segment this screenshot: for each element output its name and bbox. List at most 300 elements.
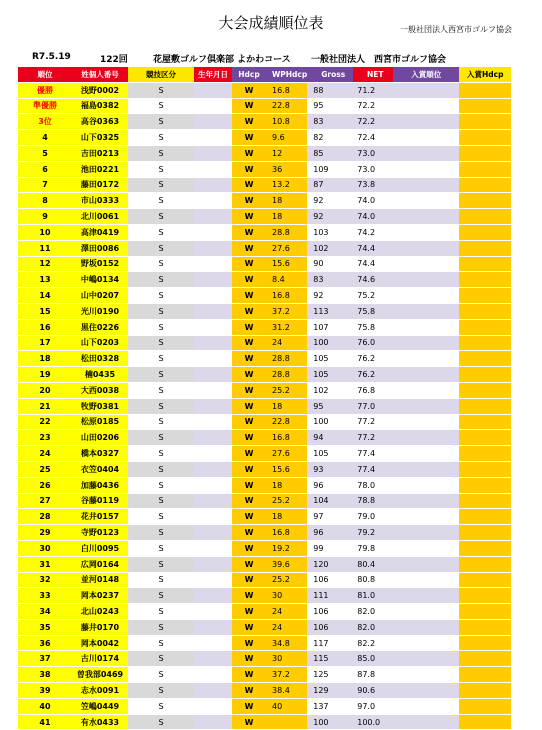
net-cell: 73.0 xyxy=(353,161,393,177)
birth-cell xyxy=(194,303,232,319)
prize-rank-cell xyxy=(393,572,459,588)
prize-hdcp-cell xyxy=(459,588,511,604)
prize-rank-cell xyxy=(393,130,459,146)
prize-hdcp-cell xyxy=(459,240,511,256)
rank-cell: 23 xyxy=(18,430,72,446)
table-row xyxy=(18,588,511,604)
net-cell: 77.2 xyxy=(353,430,393,446)
birth-cell xyxy=(194,145,232,161)
division-cell: S xyxy=(128,509,194,525)
prize-hdcp-cell xyxy=(459,303,511,319)
player-name-cell: 池田0221 xyxy=(72,161,128,177)
gross-cell: 83 xyxy=(307,114,353,130)
rank-cell: 36 xyxy=(18,635,72,651)
birth-cell xyxy=(194,430,232,446)
birth-cell xyxy=(194,667,232,683)
player-name-cell: 高津0419 xyxy=(72,224,128,240)
prize-rank-cell xyxy=(393,335,459,351)
division-cell: S xyxy=(128,398,194,414)
hdcp-cell: W xyxy=(232,193,266,209)
prize-rank-cell xyxy=(393,303,459,319)
gross-cell: 87 xyxy=(307,177,353,193)
wphdcp-cell: 28.8 xyxy=(266,224,307,240)
birth-cell xyxy=(194,240,232,256)
table-row xyxy=(18,430,511,446)
player-name-cell: 笠嶋0449 xyxy=(72,698,128,714)
birth-cell xyxy=(194,288,232,304)
division-cell: S xyxy=(128,98,194,114)
net-cell: 85.0 xyxy=(353,651,393,667)
gross-cell: 107 xyxy=(307,319,353,335)
hdcp-cell: W xyxy=(232,335,266,351)
prize-hdcp-cell xyxy=(459,509,511,525)
prize-rank-cell xyxy=(393,98,459,114)
table-row xyxy=(18,335,511,351)
prize-rank-cell xyxy=(393,556,459,572)
player-name-cell: 寺野0123 xyxy=(72,525,128,541)
prize-rank-cell xyxy=(393,398,459,414)
wphdcp-cell: 25.2 xyxy=(266,382,307,398)
net-cell: 75.8 xyxy=(353,303,393,319)
hdcp-cell: W xyxy=(232,319,266,335)
net-cell: 76.8 xyxy=(353,382,393,398)
net-cell: 72.2 xyxy=(353,98,393,114)
prize-hdcp-cell xyxy=(459,114,511,130)
prize-hdcp-cell xyxy=(459,651,511,667)
prize-rank-cell xyxy=(393,604,459,620)
net-cell: 80.8 xyxy=(353,572,393,588)
birth-cell xyxy=(194,193,232,209)
prize-rank-cell xyxy=(393,683,459,699)
birth-cell xyxy=(194,525,232,541)
wphdcp-cell: 40 xyxy=(266,698,307,714)
prize-hdcp-cell xyxy=(459,193,511,209)
net-cell: 79.0 xyxy=(353,509,393,525)
prize-hdcp-cell xyxy=(459,414,511,430)
player-name-cell: 藤田0172 xyxy=(72,177,128,193)
prize-rank-cell xyxy=(393,351,459,367)
column-header-wphdcp: WPHdcp xyxy=(266,67,307,82)
birth-cell xyxy=(194,398,232,414)
rank-cell: 13 xyxy=(18,272,72,288)
net-cell: 74.2 xyxy=(353,224,393,240)
prize-hdcp-cell xyxy=(459,145,511,161)
prize-hdcp-cell xyxy=(459,335,511,351)
table-row xyxy=(18,145,511,161)
division-cell: S xyxy=(128,430,194,446)
prize-rank-cell xyxy=(393,509,459,525)
prize-rank-cell xyxy=(393,477,459,493)
wphdcp-cell: 28.8 xyxy=(266,351,307,367)
division-cell: S xyxy=(128,130,194,146)
player-name-cell: 北川0061 xyxy=(72,209,128,225)
player-name-cell: 山下0325 xyxy=(72,130,128,146)
gross-cell: 106 xyxy=(307,619,353,635)
birth-cell xyxy=(194,651,232,667)
rank-cell: 28 xyxy=(18,509,72,525)
wphdcp-cell xyxy=(266,714,307,730)
rank-cell: 7 xyxy=(18,177,72,193)
prize-hdcp-cell xyxy=(459,351,511,367)
table-row xyxy=(18,303,511,319)
prize-rank-cell xyxy=(393,635,459,651)
net-cell: 82.0 xyxy=(353,619,393,635)
prize-rank-cell xyxy=(393,114,459,130)
prize-hdcp-cell xyxy=(459,698,511,714)
division-cell: S xyxy=(128,714,194,730)
hdcp-cell: W xyxy=(232,604,266,620)
organization-name: 一般社団法人西宮市ゴルフ協会 xyxy=(400,25,512,34)
rank-cell: 30 xyxy=(18,540,72,556)
division-cell: S xyxy=(128,619,194,635)
player-name-cell: 白川0095 xyxy=(72,540,128,556)
rank-cell: 11 xyxy=(18,240,72,256)
table-row xyxy=(18,224,511,240)
gross-cell: 85 xyxy=(307,145,353,161)
prize-rank-cell xyxy=(393,382,459,398)
column-header-division: 競技区分 xyxy=(128,67,194,82)
net-cell: 100.0 xyxy=(353,714,393,730)
table-row xyxy=(18,288,511,304)
prize-rank-cell xyxy=(393,493,459,509)
player-name-cell: 野坂0152 xyxy=(72,256,128,272)
gross-cell: 99 xyxy=(307,540,353,556)
player-name-cell: 吉田0213 xyxy=(72,145,128,161)
rank-cell: 8 xyxy=(18,193,72,209)
net-cell: 79.8 xyxy=(353,540,393,556)
birth-cell xyxy=(194,714,232,730)
wphdcp-cell: 39.6 xyxy=(266,556,307,572)
birth-cell xyxy=(194,683,232,699)
prize-hdcp-cell xyxy=(459,714,511,730)
gross-cell: 100 xyxy=(307,335,353,351)
net-cell: 81.0 xyxy=(353,588,393,604)
division-cell: S xyxy=(128,683,194,699)
prize-rank-cell xyxy=(393,619,459,635)
hdcp-cell: W xyxy=(232,477,266,493)
division-cell: S xyxy=(128,209,194,225)
net-cell: 72.4 xyxy=(353,130,393,146)
division-cell: S xyxy=(128,651,194,667)
prize-rank-cell xyxy=(393,224,459,240)
prize-rank-cell xyxy=(393,461,459,477)
hdcp-cell: W xyxy=(232,145,266,161)
wphdcp-cell: 22.8 xyxy=(266,414,307,430)
wphdcp-cell: 30 xyxy=(266,588,307,604)
hdcp-cell: W xyxy=(232,367,266,383)
rank-cell: 20 xyxy=(18,382,72,398)
table-row xyxy=(18,193,511,209)
division-cell: S xyxy=(128,698,194,714)
prize-rank-cell xyxy=(393,161,459,177)
player-name-cell: 花井0157 xyxy=(72,509,128,525)
wphdcp-cell: 37.2 xyxy=(266,667,307,683)
gross-cell: 137 xyxy=(307,698,353,714)
gross-cell: 96 xyxy=(307,477,353,493)
rank-cell: 21 xyxy=(18,398,72,414)
hdcp-cell: W xyxy=(232,509,266,525)
table-row xyxy=(18,493,511,509)
gross-cell: 93 xyxy=(307,461,353,477)
division-cell: S xyxy=(128,193,194,209)
prize-hdcp-cell xyxy=(459,130,511,146)
net-cell: 72.2 xyxy=(353,114,393,130)
event-round: 122回 xyxy=(100,55,128,65)
prize-rank-cell xyxy=(393,288,459,304)
hdcp-cell: W xyxy=(232,714,266,730)
prize-hdcp-cell xyxy=(459,635,511,651)
hdcp-cell: W xyxy=(232,398,266,414)
prize-hdcp-cell xyxy=(459,288,511,304)
column-header-birth: 生年月日 xyxy=(194,67,232,82)
rank-cell: 12 xyxy=(18,256,72,272)
table-row xyxy=(18,209,511,225)
prize-rank-cell xyxy=(393,193,459,209)
column-header-hdcp: Hdcp xyxy=(232,67,266,82)
birth-cell xyxy=(194,319,232,335)
table-row xyxy=(18,556,511,572)
hdcp-cell: W xyxy=(232,461,266,477)
net-cell: 79.2 xyxy=(353,525,393,541)
prize-hdcp-cell xyxy=(459,224,511,240)
prize-rank-cell xyxy=(393,240,459,256)
table-row xyxy=(18,351,511,367)
gross-cell: 92 xyxy=(307,193,353,209)
division-cell: S xyxy=(128,161,194,177)
division-cell: S xyxy=(128,635,194,651)
table-row xyxy=(18,509,511,525)
hdcp-cell: W xyxy=(232,303,266,319)
player-name-cell: 大西0038 xyxy=(72,382,128,398)
player-name-cell: 牧野0381 xyxy=(72,398,128,414)
wphdcp-cell: 30 xyxy=(266,651,307,667)
division-cell: S xyxy=(128,461,194,477)
prize-rank-cell xyxy=(393,319,459,335)
table-row xyxy=(18,461,511,477)
prize-rank-cell xyxy=(393,588,459,604)
prize-rank-cell xyxy=(393,177,459,193)
birth-cell xyxy=(194,698,232,714)
division-cell: S xyxy=(128,288,194,304)
player-name-cell: 広岡0164 xyxy=(72,556,128,572)
table-row xyxy=(18,272,511,288)
net-cell: 71.2 xyxy=(353,82,393,98)
birth-cell xyxy=(194,635,232,651)
prize-hdcp-cell xyxy=(459,256,511,272)
gross-cell: 83 xyxy=(307,272,353,288)
prize-rank-cell xyxy=(393,414,459,430)
rank-cell: 37 xyxy=(18,651,72,667)
hdcp-cell: W xyxy=(232,414,266,430)
gross-cell: 100 xyxy=(307,414,353,430)
prize-hdcp-cell xyxy=(459,477,511,493)
rank-cell: 34 xyxy=(18,604,72,620)
player-name-cell: 山中0207 xyxy=(72,288,128,304)
gross-cell: 111 xyxy=(307,588,353,604)
host-name: 一般社団法人 西宮市ゴルフ協会 xyxy=(311,55,447,65)
hdcp-cell: W xyxy=(232,272,266,288)
division-cell: S xyxy=(128,224,194,240)
division-cell: S xyxy=(128,256,194,272)
prize-hdcp-cell xyxy=(459,619,511,635)
player-name-cell: 楠0435 xyxy=(72,367,128,383)
table-row xyxy=(18,446,511,462)
rank-cell: 35 xyxy=(18,619,72,635)
birth-cell xyxy=(194,130,232,146)
division-cell: S xyxy=(128,556,194,572)
birth-cell xyxy=(194,382,232,398)
birth-cell xyxy=(194,619,232,635)
wphdcp-cell: 9.6 xyxy=(266,130,307,146)
course-name: 花屋敷ゴルフ倶楽部 よかわコース xyxy=(153,55,291,65)
hdcp-cell: W xyxy=(232,114,266,130)
net-cell: 78.0 xyxy=(353,477,393,493)
gross-cell: 109 xyxy=(307,161,353,177)
division-cell: S xyxy=(128,525,194,541)
prize-rank-cell xyxy=(393,209,459,225)
hdcp-cell: W xyxy=(232,651,266,667)
prize-rank-cell xyxy=(393,698,459,714)
player-name-cell: 古川0174 xyxy=(72,651,128,667)
hdcp-cell: W xyxy=(232,224,266,240)
gross-cell: 105 xyxy=(307,351,353,367)
wphdcp-cell: 27.6 xyxy=(266,446,307,462)
net-cell: 80.4 xyxy=(353,556,393,572)
division-cell: S xyxy=(128,272,194,288)
page-title: 大会成績順位表 xyxy=(218,14,324,32)
net-cell: 77.4 xyxy=(353,446,393,462)
division-cell: S xyxy=(128,303,194,319)
gross-cell: 120 xyxy=(307,556,353,572)
net-cell: 97.0 xyxy=(353,698,393,714)
rank-cell: 優勝 xyxy=(18,82,72,98)
table-row xyxy=(18,398,511,414)
division-cell: S xyxy=(128,82,194,98)
player-name-cell: 並河0148 xyxy=(72,572,128,588)
player-name-cell: 加藤0436 xyxy=(72,477,128,493)
gross-cell: 100 xyxy=(307,714,353,730)
net-cell: 76.0 xyxy=(353,335,393,351)
prize-rank-cell xyxy=(393,446,459,462)
rank-cell: 31 xyxy=(18,556,72,572)
prize-hdcp-cell xyxy=(459,446,511,462)
rank-cell: 38 xyxy=(18,667,72,683)
hdcp-cell: W xyxy=(232,161,266,177)
table-row xyxy=(18,619,511,635)
prize-rank-cell xyxy=(393,540,459,556)
player-name-cell: 高谷0363 xyxy=(72,114,128,130)
rank-cell: 準優勝 xyxy=(18,98,72,114)
birth-cell xyxy=(194,414,232,430)
table-row xyxy=(18,604,511,620)
prize-hdcp-cell xyxy=(459,382,511,398)
gross-cell: 102 xyxy=(307,240,353,256)
gross-cell: 117 xyxy=(307,635,353,651)
birth-cell xyxy=(194,256,232,272)
net-cell: 75.2 xyxy=(353,288,393,304)
rank-cell: 14 xyxy=(18,288,72,304)
division-cell: S xyxy=(128,604,194,620)
prize-hdcp-cell xyxy=(459,556,511,572)
wphdcp-cell: 28.8 xyxy=(266,367,307,383)
net-cell: 74.0 xyxy=(353,193,393,209)
table-row xyxy=(18,256,511,272)
division-cell: S xyxy=(128,145,194,161)
gross-cell: 96 xyxy=(307,525,353,541)
prize-rank-cell xyxy=(393,430,459,446)
rank-cell: 3位 xyxy=(18,114,72,130)
prize-rank-cell xyxy=(393,367,459,383)
net-cell: 75.8 xyxy=(353,319,393,335)
column-header-rank: 順位 xyxy=(18,67,72,82)
division-cell: S xyxy=(128,319,194,335)
rank-cell: 29 xyxy=(18,525,72,541)
gross-cell: 82 xyxy=(307,130,353,146)
birth-cell xyxy=(194,588,232,604)
prize-rank-cell xyxy=(393,82,459,98)
rank-cell: 9 xyxy=(18,209,72,225)
net-cell: 74.0 xyxy=(353,209,393,225)
prize-hdcp-cell xyxy=(459,604,511,620)
wphdcp-cell: 24 xyxy=(266,619,307,635)
table-row xyxy=(18,130,511,146)
net-cell: 76.2 xyxy=(353,351,393,367)
table-row xyxy=(18,683,511,699)
gross-cell: 105 xyxy=(307,367,353,383)
wphdcp-cell: 12 xyxy=(266,145,307,161)
table-row xyxy=(18,540,511,556)
birth-cell xyxy=(194,477,232,493)
hdcp-cell: W xyxy=(232,288,266,304)
division-cell: S xyxy=(128,446,194,462)
birth-cell xyxy=(194,493,232,509)
hdcp-cell: W xyxy=(232,446,266,462)
net-cell: 74.6 xyxy=(353,272,393,288)
hdcp-cell: W xyxy=(232,382,266,398)
gross-cell: 102 xyxy=(307,382,353,398)
rank-cell: 10 xyxy=(18,224,72,240)
rank-cell: 25 xyxy=(18,461,72,477)
prize-hdcp-cell xyxy=(459,493,511,509)
prize-hdcp-cell xyxy=(459,525,511,541)
prize-hdcp-cell xyxy=(459,161,511,177)
hdcp-cell: W xyxy=(232,619,266,635)
wphdcp-cell: 16.8 xyxy=(266,525,307,541)
division-cell: S xyxy=(128,177,194,193)
rank-cell: 17 xyxy=(18,335,72,351)
column-header-prize-hdcp: 入賞Hdcp xyxy=(459,67,511,82)
hdcp-cell: W xyxy=(232,525,266,541)
division-cell: S xyxy=(128,493,194,509)
hdcp-cell: W xyxy=(232,82,266,98)
division-cell: S xyxy=(128,414,194,430)
column-header-gross: Gross xyxy=(307,67,353,82)
table-row xyxy=(18,367,511,383)
birth-cell xyxy=(194,98,232,114)
prize-hdcp-cell xyxy=(459,461,511,477)
wphdcp-cell: 18 xyxy=(266,477,307,493)
birth-cell xyxy=(194,556,232,572)
hdcp-cell: W xyxy=(232,572,266,588)
player-name-cell: 岡本0042 xyxy=(72,635,128,651)
net-cell: 82.2 xyxy=(353,635,393,651)
rank-cell: 26 xyxy=(18,477,72,493)
event-date: R7.5.19 xyxy=(32,52,71,62)
player-name-cell: 光川0190 xyxy=(72,303,128,319)
table-row xyxy=(18,98,511,114)
hdcp-cell: W xyxy=(232,98,266,114)
prize-hdcp-cell xyxy=(459,177,511,193)
